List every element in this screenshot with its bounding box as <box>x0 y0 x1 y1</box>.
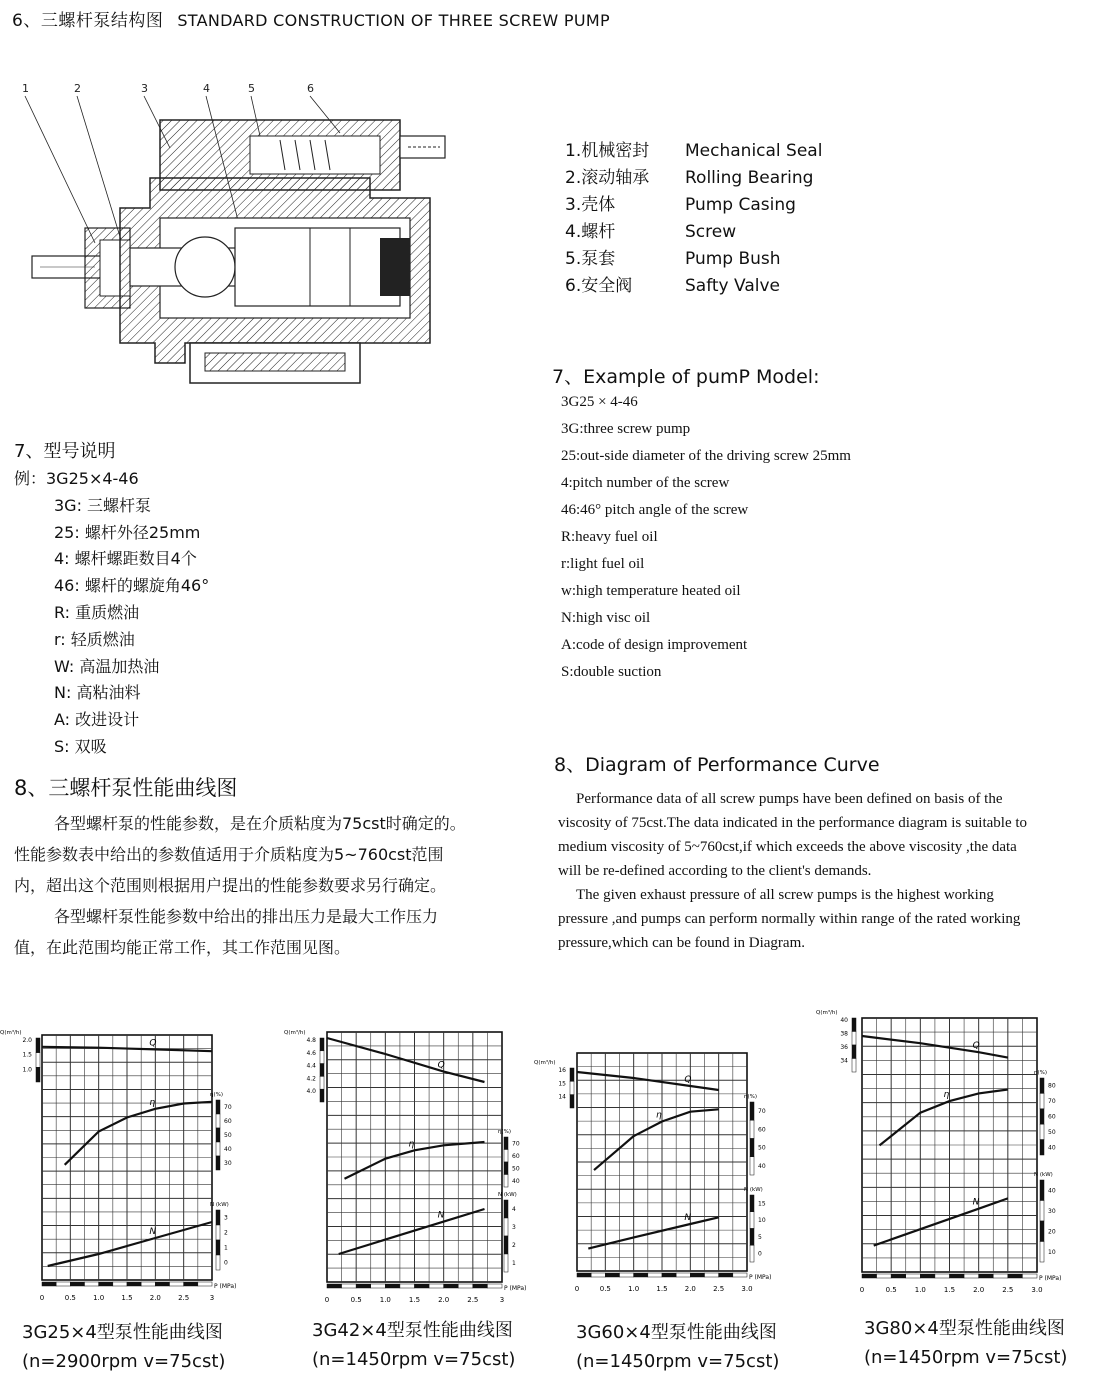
x-axis-scale-segment <box>993 1274 1008 1278</box>
x-tick-label: 1.5 <box>121 1294 133 1302</box>
efficiency-curve-label: η <box>943 1090 950 1101</box>
x-axis-scale-segment <box>99 1282 113 1286</box>
model-item: 25: 螺杆外径25mm <box>54 522 201 542</box>
q-curve-label: Q <box>149 1038 157 1049</box>
x-tick-label: 1.5 <box>408 1296 421 1304</box>
q-curve-label: Q <box>684 1075 692 1085</box>
x-tick-label: 2.5 <box>713 1285 725 1293</box>
q-axis-tick: 4.6 <box>306 1049 316 1057</box>
x-axis-scale-segment <box>862 1274 877 1278</box>
model-line: S:double suction <box>561 664 662 680</box>
x-axis-scale-segment <box>56 1282 70 1286</box>
x-axis-scale-segment <box>662 1273 676 1277</box>
section8-title-en: 8、Diagram of Performance Curve <box>554 754 880 776</box>
x-tick-label: 1.0 <box>379 1296 391 1304</box>
efficiency-axis-segment <box>750 1157 754 1175</box>
performance-chart-3g60 <box>532 1040 804 1322</box>
q-axis-tick: 1.0 <box>22 1066 32 1074</box>
chart-caption-3g80 <box>864 1314 1067 1372</box>
efficiency-axis-tick: 40 <box>512 1177 520 1185</box>
power-axis-tick: 30 <box>1048 1207 1056 1215</box>
model-item: A: 改进设计 <box>54 710 140 730</box>
q-axis-tick: 40 <box>840 1017 848 1024</box>
efficiency-axis-tick: 40 <box>224 1146 232 1153</box>
x-tick-label: 3 <box>499 1296 505 1304</box>
section7-list-cn <box>14 466 209 761</box>
part-row <box>565 165 822 192</box>
power-axis-tick: 4 <box>512 1206 516 1213</box>
callout-4: 4 <box>203 82 210 95</box>
x-tick-label: 0.5 <box>599 1285 611 1293</box>
efficiency-axis-tick: 50 <box>224 1132 232 1139</box>
chart-caption-3g60 <box>576 1318 779 1376</box>
x-axis-scale-segment <box>473 1284 488 1288</box>
x-axis-scale-segment <box>327 1284 342 1288</box>
x-axis-scale-segment <box>458 1284 473 1288</box>
x-axis-label: P (MPa) <box>214 1283 237 1290</box>
section8-body-en <box>558 787 1028 955</box>
efficiency-axis-tick: 30 <box>224 1160 232 1167</box>
efficiency-axis-label: η(%) <box>1034 1070 1048 1076</box>
x-tick-label: 0 <box>574 1285 580 1293</box>
q-axis-tick: 34 <box>840 1057 848 1065</box>
efficiency-curve-label: η <box>656 1110 662 1121</box>
part-cn: 4.螺杆 <box>565 222 616 242</box>
efficiency-axis-segment <box>750 1102 754 1120</box>
chart-caption-3g25 <box>22 1318 225 1376</box>
x-axis-scale-segment <box>690 1273 704 1277</box>
part-en: Pump Bush <box>685 249 781 269</box>
x-axis-scale-segment <box>891 1274 906 1278</box>
power-axis-tick: 2 <box>512 1242 516 1249</box>
x-tick-label: 0.5 <box>350 1296 362 1304</box>
pump-construction-drawing <box>10 78 460 398</box>
pump-bush <box>380 238 410 296</box>
q-axis-tick: 16 <box>558 1067 566 1074</box>
x-tick-label: 2.5 <box>178 1294 190 1302</box>
power-axis-segment <box>216 1255 220 1270</box>
x-tick-label: 2.5 <box>467 1296 479 1304</box>
x-axis-scale-segment <box>1022 1274 1037 1278</box>
callout-5: 5 <box>248 82 255 95</box>
efficiency-axis-segment <box>1040 1093 1044 1108</box>
q-axis-tick: 1.5 <box>22 1051 32 1059</box>
efficiency-axis-label: η(%) <box>498 1129 512 1135</box>
power-curve-label: N <box>437 1210 445 1221</box>
model-item: R: 重质燃油 <box>54 602 140 622</box>
x-axis-scale-segment <box>733 1273 747 1277</box>
efficiency-axis-tick: 70 <box>758 1108 766 1116</box>
x-axis-scale-segment <box>170 1282 184 1286</box>
efficiency-axis-segment <box>750 1139 754 1157</box>
model-line: N:high visc oil <box>561 610 651 626</box>
power-axis-label: N (kW) <box>210 1202 229 1208</box>
part-en: Screw <box>685 222 737 242</box>
q-axis-segment <box>852 1045 856 1059</box>
power-axis-tick: 20 <box>1048 1228 1056 1236</box>
x-tick-label: 1.0 <box>93 1294 105 1302</box>
q-axis-tick: 2.0 <box>22 1037 32 1044</box>
q-axis-segment <box>852 1018 856 1032</box>
paragraph: Performance data of all screw pumps have been defined on basis of the viscosity of 75cst.The data indicated in the performance diagram is suitable to medium viscosity of 5~760cst,if which exceeds the above viscosity ,the data will be re-defined according to the client's demands. <box>558 791 1028 879</box>
x-axis-scale-segment <box>415 1284 430 1288</box>
model-item: 3G: 三螺杆泵 <box>54 495 152 515</box>
model-item: N: 高粘油料 <box>54 683 141 703</box>
x-axis-scale-segment <box>371 1284 386 1288</box>
x-axis-scale-segment <box>444 1284 459 1288</box>
power-axis-tick: 3 <box>224 1214 228 1222</box>
section6-title-en: STANDARD CONSTRUCTION OF THREE SCREW PUMP <box>177 11 610 30</box>
efficiency-axis-tick: 70 <box>224 1104 232 1111</box>
power-axis-segment <box>216 1225 220 1240</box>
x-axis-scale-segment <box>705 1273 719 1277</box>
q-axis-tick: 36 <box>840 1044 848 1051</box>
x-axis-scale-segment <box>113 1282 127 1286</box>
model-item: 4: 螺杆螺距数目4个 <box>54 549 197 569</box>
power-axis-tick: 2 <box>224 1229 228 1237</box>
part-en: Rolling Bearing <box>685 168 814 188</box>
q-axis-segment <box>570 1068 574 1081</box>
model-line: r:light fuel oil <box>561 556 645 572</box>
efficiency-axis-segment <box>216 1114 220 1128</box>
power-axis-tick: 1 <box>512 1260 516 1267</box>
x-tick-label: 1.5 <box>656 1285 668 1293</box>
power-axis-segment <box>750 1229 754 1246</box>
efficiency-axis-tick: 40 <box>758 1162 766 1170</box>
q-axis-tick: 15 <box>558 1080 566 1088</box>
q-axis-label: Q(m³/h) <box>0 1030 22 1036</box>
part-cn: 3.壳体 <box>565 195 616 215</box>
power-axis-segment <box>750 1195 754 1212</box>
x-tick-label: 1.0 <box>914 1286 926 1294</box>
x-axis-scale-segment <box>877 1274 892 1278</box>
paragraph: 各型螺杆泵的性能参数，是在介质粘度为75cst时确定的。性能参数表中给出的参数值适用于介质粘度为5~760cst范围内，超出这个范围则根据用户提出的性能参数要求另行确定。 <box>14 814 466 895</box>
x-tick-label: 1.0 <box>628 1285 640 1293</box>
model-line: 3G:three screw pump <box>561 421 691 437</box>
efficiency-axis-label: η(%) <box>210 1092 224 1098</box>
x-axis-scale-segment <box>198 1282 212 1286</box>
power-axis-segment <box>750 1212 754 1229</box>
power-axis-segment <box>504 1218 508 1236</box>
efficiency-axis-tick: 60 <box>224 1118 232 1125</box>
x-tick-label: 1.5 <box>943 1286 956 1294</box>
section7-title-en: 7、Example of pumP Model: <box>552 366 820 388</box>
model-item: r: 轻质燃油 <box>54 629 135 649</box>
model-line: R:heavy fuel oil <box>561 529 658 545</box>
q-axis-label: Q(m³/h) <box>816 1010 838 1016</box>
x-tick-label: 2.0 <box>149 1294 161 1302</box>
power-axis-segment <box>1040 1221 1044 1242</box>
x-axis-scale-segment <box>964 1274 979 1278</box>
model-example-cn: 例：3G25×4-46 <box>14 469 139 488</box>
efficiency-axis-label: η(%) <box>744 1094 758 1100</box>
chart-caption-3g42 <box>312 1316 515 1374</box>
model-item: 46: 螺杆的螺旋角46° <box>54 576 210 596</box>
part-cn: 2.滚动轴承 <box>565 168 650 188</box>
q-axis-segment <box>320 1064 324 1077</box>
performance-chart-3g80 <box>812 1000 1092 1322</box>
q-axis-tick: 4.4 <box>306 1062 316 1070</box>
screw-body <box>235 228 400 306</box>
efficiency-axis-segment <box>216 1128 220 1142</box>
x-tick-label: 0.5 <box>64 1294 76 1302</box>
x-axis-scale-segment <box>605 1273 619 1277</box>
x-axis-scale-segment <box>42 1282 56 1286</box>
q-axis-label: Q(m³/h) <box>534 1060 556 1066</box>
callout-6: 6 <box>307 82 314 95</box>
caption-title: 3G42×4型泵性能曲线图 <box>312 1320 513 1341</box>
power-axis-tick: 15 <box>758 1200 766 1208</box>
x-tick-label: 2.0 <box>438 1296 450 1304</box>
x-axis-scale-segment <box>85 1282 99 1286</box>
part-cn: 5.泵套 <box>565 249 616 269</box>
power-curve-label: N <box>972 1197 980 1208</box>
q-curve-label: Q <box>437 1060 445 1071</box>
part-row <box>565 138 822 165</box>
q-axis-segment <box>852 1032 856 1046</box>
efficiency-axis-tick: 80 <box>1048 1082 1056 1090</box>
x-axis-scale-segment <box>342 1284 357 1288</box>
x-axis-scale-segment <box>141 1282 155 1286</box>
screw-hub <box>175 237 235 297</box>
efficiency-axis-segment <box>504 1175 508 1188</box>
efficiency-axis-segment <box>504 1162 508 1175</box>
q-axis-segment <box>852 1059 856 1073</box>
q-axis-segment <box>570 1095 574 1108</box>
power-axis-label: N (kW) <box>1034 1172 1053 1178</box>
x-tick-label: 0 <box>324 1296 330 1304</box>
caption-sub: (n=1450rpm v=75cst) <box>864 1347 1068 1368</box>
efficiency-axis-segment <box>750 1120 754 1138</box>
q-axis-tick: 4.0 <box>306 1088 316 1096</box>
section7-title-cn: 7、型号说明 <box>14 441 116 462</box>
power-axis-tick: 0 <box>224 1259 228 1267</box>
power-axis-tick: 40 <box>1048 1187 1056 1195</box>
x-axis-scale-segment <box>591 1273 605 1277</box>
power-axis-segment <box>504 1236 508 1254</box>
x-axis-scale-segment <box>1008 1274 1023 1278</box>
q-axis-segment <box>320 1089 324 1102</box>
power-axis-tick: 3 <box>512 1224 516 1231</box>
q-axis-tick: 38 <box>840 1030 848 1038</box>
part-row <box>565 246 822 273</box>
x-axis-scale-segment <box>920 1274 935 1278</box>
power-axis-tick: 1 <box>224 1244 228 1252</box>
model-item: S: 双吸 <box>54 736 107 756</box>
power-axis-segment <box>504 1254 508 1272</box>
x-axis-scale-segment <box>385 1284 400 1288</box>
q-curve-label: Q <box>972 1041 980 1052</box>
q-axis-segment <box>36 1038 40 1053</box>
x-axis-scale-segment <box>400 1284 415 1288</box>
performance-chart-3g25 <box>0 1020 275 1320</box>
x-axis-scale-segment <box>719 1273 733 1277</box>
x-tick-label: 0 <box>39 1294 45 1302</box>
power-axis-segment <box>216 1210 220 1225</box>
x-axis-scale-segment <box>979 1274 994 1278</box>
q-axis-tick: 4.8 <box>306 1037 316 1044</box>
part-row <box>565 219 822 246</box>
x-tick-label: 2.5 <box>1002 1286 1014 1294</box>
section7-list-en <box>561 389 851 686</box>
q-axis-segment <box>320 1051 324 1064</box>
efficiency-axis-segment <box>504 1150 508 1163</box>
callout-1: 1 <box>22 82 29 95</box>
section6-title-cn: 6、三螺杆泵结构图 <box>12 11 164 31</box>
x-tick-label: 3.0 <box>741 1285 753 1293</box>
power-curve-label: N <box>149 1227 157 1237</box>
q-axis-tick: 14 <box>558 1093 566 1101</box>
power-axis-segment <box>1040 1201 1044 1222</box>
model-line: 4:pitch number of the screw <box>561 475 730 491</box>
x-axis-scale-segment <box>70 1282 84 1286</box>
section6-heading <box>12 6 610 31</box>
model-line: 46:46° pitch angle of the screw <box>561 502 749 518</box>
callout-2: 2 <box>74 82 81 95</box>
caption-title: 3G80×4型泵性能曲线图 <box>864 1318 1065 1339</box>
caption-title: 3G25×4型泵性能曲线图 <box>22 1322 223 1343</box>
power-axis-segment <box>750 1245 754 1262</box>
q-axis-segment <box>36 1053 40 1068</box>
efficiency-axis-segment <box>1040 1078 1044 1093</box>
q-axis-tick: 4.2 <box>306 1075 316 1083</box>
x-tick-label: 3 <box>209 1294 215 1302</box>
part-en: Mechanical Seal <box>685 141 823 161</box>
paragraph: The given exhaust pressure of all screw pumps is the highest working pressure ,and pumps can perform normally within range of the rated working pressure,which can be found in Diagram. <box>558 887 1021 951</box>
caption-sub: (n=1450rpm v=75cst) <box>576 1351 780 1372</box>
x-axis-label: P (MPa) <box>749 1274 772 1281</box>
power-axis-segment <box>504 1200 508 1218</box>
part-cn: 6.安全阀 <box>565 276 633 296</box>
paragraph: 各型螺杆泵性能参数中给出的排出压力是最大工作压力值，在此范围均能正常工作，其工作范围见图。 <box>14 907 439 957</box>
x-tick-label: 0 <box>859 1286 865 1294</box>
part-row <box>565 273 822 300</box>
x-axis-scale-segment <box>648 1273 662 1277</box>
efficiency-axis-tick: 50 <box>1048 1128 1056 1136</box>
power-axis-segment <box>1040 1180 1044 1201</box>
power-axis-tick: 10 <box>1048 1248 1056 1256</box>
q-axis-segment <box>320 1076 324 1089</box>
x-axis-scale-segment <box>950 1274 965 1278</box>
model-line: A:code of design improvement <box>561 637 748 653</box>
part-en: Safty Valve <box>685 276 780 296</box>
caption-sub: (n=2900rpm v=75cst) <box>22 1351 226 1372</box>
efficiency-axis-tick: 50 <box>758 1144 766 1152</box>
efficiency-axis-tick: 60 <box>1048 1113 1056 1121</box>
power-axis-tick: 10 <box>758 1217 766 1225</box>
part-en: Pump Casing <box>685 195 796 215</box>
q-axis-segment <box>570 1081 574 1094</box>
model-line: w:high temperature heated oil <box>561 583 741 599</box>
x-axis-scale-segment <box>906 1274 921 1278</box>
efficiency-curve-label: η <box>149 1097 156 1108</box>
x-tick-label: 2.0 <box>684 1285 696 1293</box>
model-line: 25:out-side diameter of the driving screw 25mm <box>561 448 851 464</box>
x-tick-label: 3.0 <box>1031 1286 1043 1294</box>
q-axis-segment <box>36 1067 40 1082</box>
x-tick-label: 0.5 <box>885 1286 897 1294</box>
efficiency-axis-segment <box>504 1137 508 1150</box>
power-axis-segment <box>1040 1242 1044 1263</box>
efficiency-axis-segment <box>1040 1140 1044 1155</box>
power-axis-tick: 5 <box>758 1233 762 1241</box>
callout-3: 3 <box>141 82 148 95</box>
efficiency-axis-tick: 60 <box>512 1152 520 1160</box>
performance-chart-3g42 <box>282 1022 554 1322</box>
callout-numbers <box>22 82 314 95</box>
section8-body-cn <box>14 808 469 963</box>
x-axis-scale-segment <box>356 1284 371 1288</box>
x-axis-scale-segment <box>184 1282 198 1286</box>
q-axis-label: Q(m³/h) <box>284 1030 306 1036</box>
x-axis-scale-segment <box>155 1282 169 1286</box>
x-axis-scale-segment <box>935 1274 950 1278</box>
efficiency-axis-segment <box>216 1142 220 1156</box>
power-axis-label: N (kW) <box>498 1192 517 1198</box>
efficiency-axis-tick: 50 <box>512 1165 520 1173</box>
efficiency-axis-tick: 60 <box>758 1126 766 1134</box>
part-cn: 1.机械密封 <box>565 141 650 161</box>
x-axis-scale-segment <box>577 1273 591 1277</box>
efficiency-axis-segment <box>1040 1109 1044 1124</box>
x-axis-scale-segment <box>634 1273 648 1277</box>
efficiency-axis-segment <box>216 1100 220 1114</box>
power-curve-label: N <box>684 1213 692 1224</box>
efficiency-axis-segment <box>216 1156 220 1170</box>
power-axis-label: N (kW) <box>744 1187 763 1193</box>
x-axis-scale-segment <box>127 1282 141 1286</box>
x-axis-scale-segment <box>487 1284 502 1288</box>
efficiency-axis-segment <box>1040 1124 1044 1139</box>
caption-title: 3G60×4型泵性能曲线图 <box>576 1322 777 1343</box>
x-axis-scale-segment <box>620 1273 634 1277</box>
efficiency-axis-tick: 70 <box>1048 1098 1056 1106</box>
model-line: 3G25 × 4-46 <box>561 394 638 410</box>
parts-list <box>565 138 822 300</box>
section8-title-cn: 8、三螺杆泵性能曲线图 <box>14 776 238 800</box>
x-axis-scale-segment <box>429 1284 444 1288</box>
part-row <box>565 192 822 219</box>
x-tick-label: 2.0 <box>973 1286 985 1294</box>
efficiency-curve-label: η <box>408 1139 415 1150</box>
x-axis-label: P (MPa) <box>504 1285 527 1292</box>
power-axis-tick: 0 <box>758 1250 762 1258</box>
caption-sub: (n=1450rpm v=75cst) <box>312 1349 516 1370</box>
q-axis-segment <box>320 1038 324 1051</box>
efficiency-axis-tick: 70 <box>512 1140 520 1148</box>
x-axis-label: P (MPa) <box>1039 1275 1062 1282</box>
model-item: W: 高温加热油 <box>54 656 160 676</box>
x-axis-scale-segment <box>676 1273 690 1277</box>
power-axis-segment <box>216 1240 220 1255</box>
efficiency-axis-tick: 40 <box>1048 1144 1056 1152</box>
